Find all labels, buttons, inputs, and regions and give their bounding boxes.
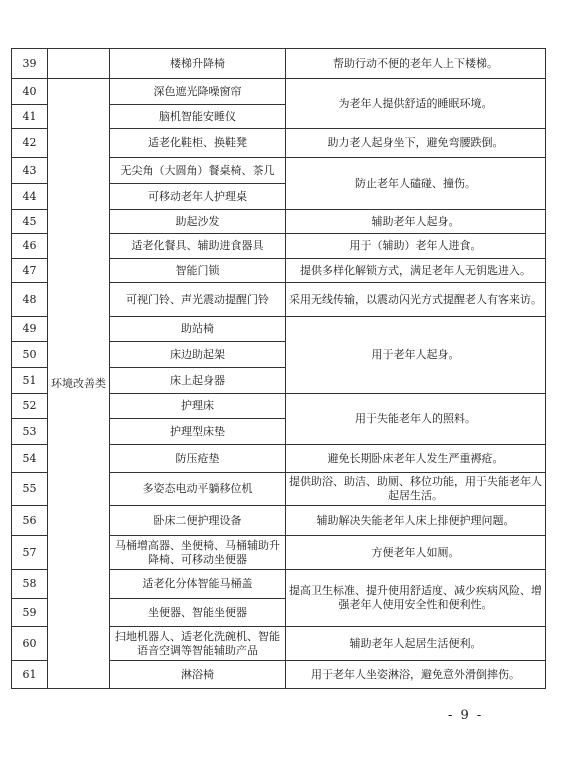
row-number: 42 [12,129,48,158]
product-name: 淋浴椅 [110,661,286,689]
product-description: 为老年人提供舒适的睡眠环境。 [286,79,546,129]
row-number: 55 [12,473,48,506]
row-number: 49 [12,317,48,342]
row-number: 61 [12,661,48,689]
product-description: 助力老人起身坐下，避免弯腰跌倒。 [286,129,546,158]
product-name: 适老化分体智能马桶盖 [110,570,286,599]
row-number: 53 [12,419,48,445]
product-name: 扫地机器人、适老化洗碗机、智能语音空调等智能辅助产品 [110,627,286,661]
product-name: 助起沙发 [110,210,286,234]
product-description: 提供多样化解锁方式，满足老年人无钥匙进入。 [286,259,546,283]
row-number: 46 [12,234,48,259]
row-number: 43 [12,158,48,184]
product-description: 用于老年人起身。 [286,317,546,394]
product-name: 适老化鞋柜、换鞋凳 [110,129,286,158]
row-number: 58 [12,570,48,599]
category-cell: 环境改善类 [48,79,110,689]
product-description: 方便老年人如厕。 [286,536,546,570]
product-name: 坐便器、智能坐便器 [110,599,286,627]
product-description: 防止老年人磕碰、撞伤。 [286,158,546,210]
product-description: 用于（辅助）老年人进食。 [286,234,546,259]
product-description: 提高卫生标准、提升使用舒适度、减少疾病风险、增强老年人使用安全性和便利性。 [286,570,546,627]
product-name: 适老化餐具、辅助进食器具 [110,234,286,259]
product-name: 床上起身器 [110,368,286,394]
row-number: 52 [12,394,48,419]
product-name: 可移动老年人护理桌 [110,184,286,210]
product-name: 马桶增高器、坐便椅、马桶辅助升降椅、可移动坐便器 [110,536,286,570]
row-number: 41 [12,105,48,129]
row-number: 51 [12,368,48,394]
product-name: 多姿态电动平躺移位机 [110,473,286,506]
table-body [12,49,546,689]
product-name: 智能门锁 [110,259,286,283]
product-name: 无尖角（大圆角）餐桌椅、茶几 [110,158,286,184]
product-table [11,48,546,689]
product-name: 护理床 [110,394,286,419]
product-description: 用于老年人坐姿淋浴，避免意外滑倒摔伤。 [286,661,546,689]
category-cell-empty [48,49,110,79]
product-name: 床边助起架 [110,342,286,368]
row-number: 50 [12,342,48,368]
page-number: - 9 - [448,708,484,723]
row-number: 48 [12,283,48,317]
product-description: 辅助解决失能老年人床上排便护理问题。 [286,506,546,536]
row-number: 56 [12,506,48,536]
product-name: 可视门铃、声光震动提醒门铃 [110,283,286,317]
product-name: 防压疮垫 [110,445,286,473]
product-name: 卧床二便护理设备 [110,506,286,536]
row-number: 54 [12,445,48,473]
product-description: 辅助老年人起身。 [286,210,546,234]
product-name: 深色遮光降噪窗帘 [110,79,286,105]
product-name: 助站椅 [110,317,286,342]
product-description: 提供助浴、助洁、助厕、移位功能，用于失能老年人起居生活。 [286,473,546,506]
table-row [12,49,546,79]
row-number: 40 [12,79,48,105]
product-description: 采用无线传输，以震动闪光方式提醒老人有客来访。 [286,283,546,317]
product-description: 辅助老年人起居生活便利。 [286,627,546,661]
row-number: 57 [12,536,48,570]
row-number: 47 [12,259,48,283]
product-description: 帮助行动不便的老年人上下楼梯。 [286,49,546,79]
row-number: 60 [12,627,48,661]
row-number: 59 [12,599,48,627]
product-name: 脑机智能安睡仪 [110,105,286,129]
row-number: 39 [12,49,48,79]
product-description: 避免长期卧床老年人发生严重褥疮。 [286,445,546,473]
product-description: 用于失能老年人的照料。 [286,394,546,445]
product-name: 楼梯升降椅 [110,49,286,79]
row-number: 44 [12,184,48,210]
table-row [12,79,546,105]
row-number: 45 [12,210,48,234]
product-name: 护理型床垫 [110,419,286,445]
